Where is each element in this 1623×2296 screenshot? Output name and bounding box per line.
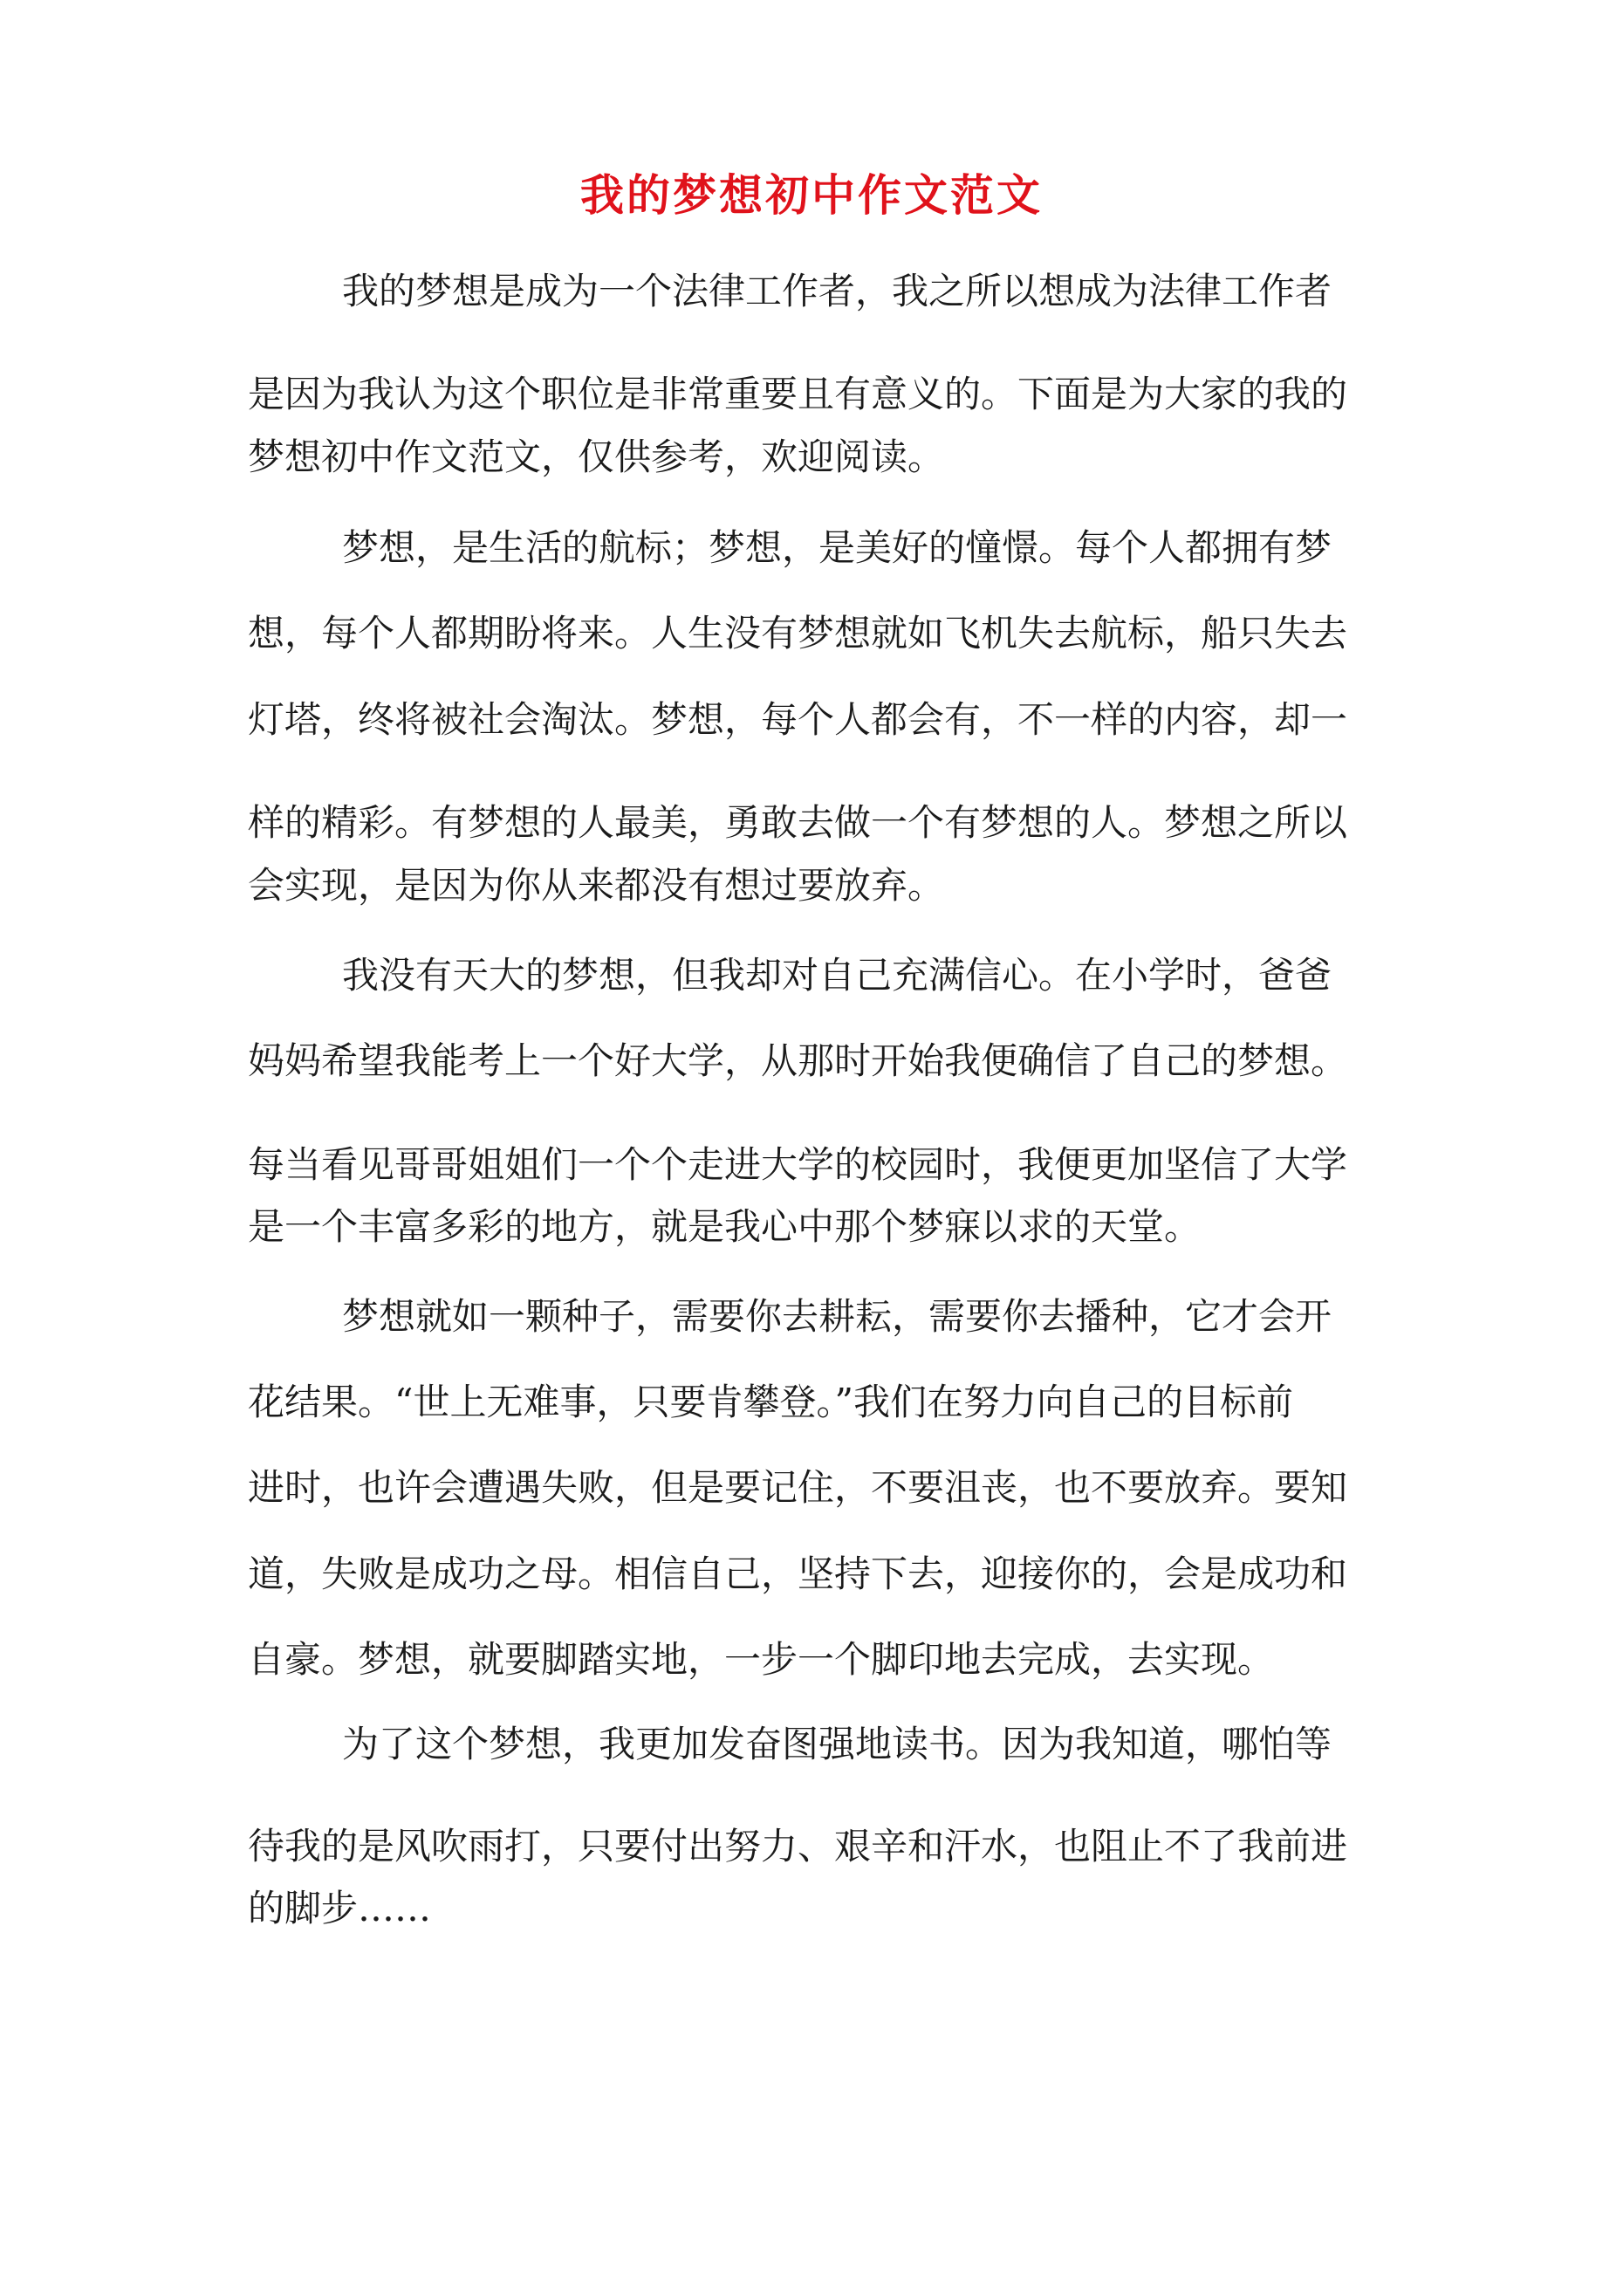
para2-line3: 灯塔，终将被社会淘汰。梦想，每个人都会有，不一样的内容，却一 xyxy=(248,698,1348,741)
para3-line1: 我没有天大的梦想，但我却对自己充满信心。在小学时，爸爸 xyxy=(342,954,1332,997)
para4-line1: 梦想就如一颗种子，需要你去耕耘，需要你去播种，它才会开 xyxy=(342,1295,1332,1338)
para4-line5: 自豪。梦想，就要脚踏实地，一步一个脚印地去完成，去实现。 xyxy=(248,1638,1275,1681)
para2-line2: 想，每个人都期盼将来。人生没有梦想就如飞机失去航标，船只失去 xyxy=(248,612,1348,655)
para4-line3: 进时，也许会遭遇失败，但是要记住，不要沮丧，也不要放弃。要知 xyxy=(248,1466,1348,1509)
para3-line3: 每当看见哥哥姐姐们一个个走进大学的校园时，我便更加坚信了大学 xyxy=(248,1143,1348,1186)
para2-line4: 样的精彩。有梦想的人最美，勇敢去做一个有梦想的人。梦想之所以 xyxy=(248,801,1348,844)
para1-line2: 是因为我认为这个职位是非常重要且有意义的。下面是为大家的我的 xyxy=(248,373,1348,415)
para5-line3: 的脚步…… xyxy=(248,1887,432,1929)
para3-line2: 妈妈希望我能考上一个好大学，从那时开始我便确信了自己的梦想。 xyxy=(248,1039,1348,1082)
para2-line5: 会实现，是因为你从来都没有想过要放弃。 xyxy=(248,864,945,907)
para5-line2: 待我的是风吹雨打，只要付出努力、艰辛和汗水，也阻止不了我前进 xyxy=(248,1825,1348,1868)
para5-line1: 为了这个梦想，我更加发奋图强地读书。因为我知道，哪怕等 xyxy=(342,1723,1332,1765)
para4-line2: 花结果。“世上无难事，只要肯攀登。”我们在努力向自己的目标前 xyxy=(248,1381,1293,1423)
para3-line4: 是一个丰富多彩的地方，就是我心中那个梦寐以求的天堂。 xyxy=(248,1205,1202,1248)
para2-line1: 梦想，是生活的航标；梦想，是美好的憧憬。每个人都拥有梦 xyxy=(342,526,1332,569)
para1-line1: 我的梦想是成为一个法律工作者，我之所以想成为法律工作者 xyxy=(342,270,1332,312)
para4-line4: 道，失败是成功之母。相信自己，坚持下去，迎接你的，会是成功和 xyxy=(248,1552,1348,1595)
document-title: 我的梦想初中作文范文 xyxy=(580,169,1043,221)
para1-line3: 梦想初中作文范文，仅供参考，欢迎阅读。 xyxy=(248,435,945,478)
